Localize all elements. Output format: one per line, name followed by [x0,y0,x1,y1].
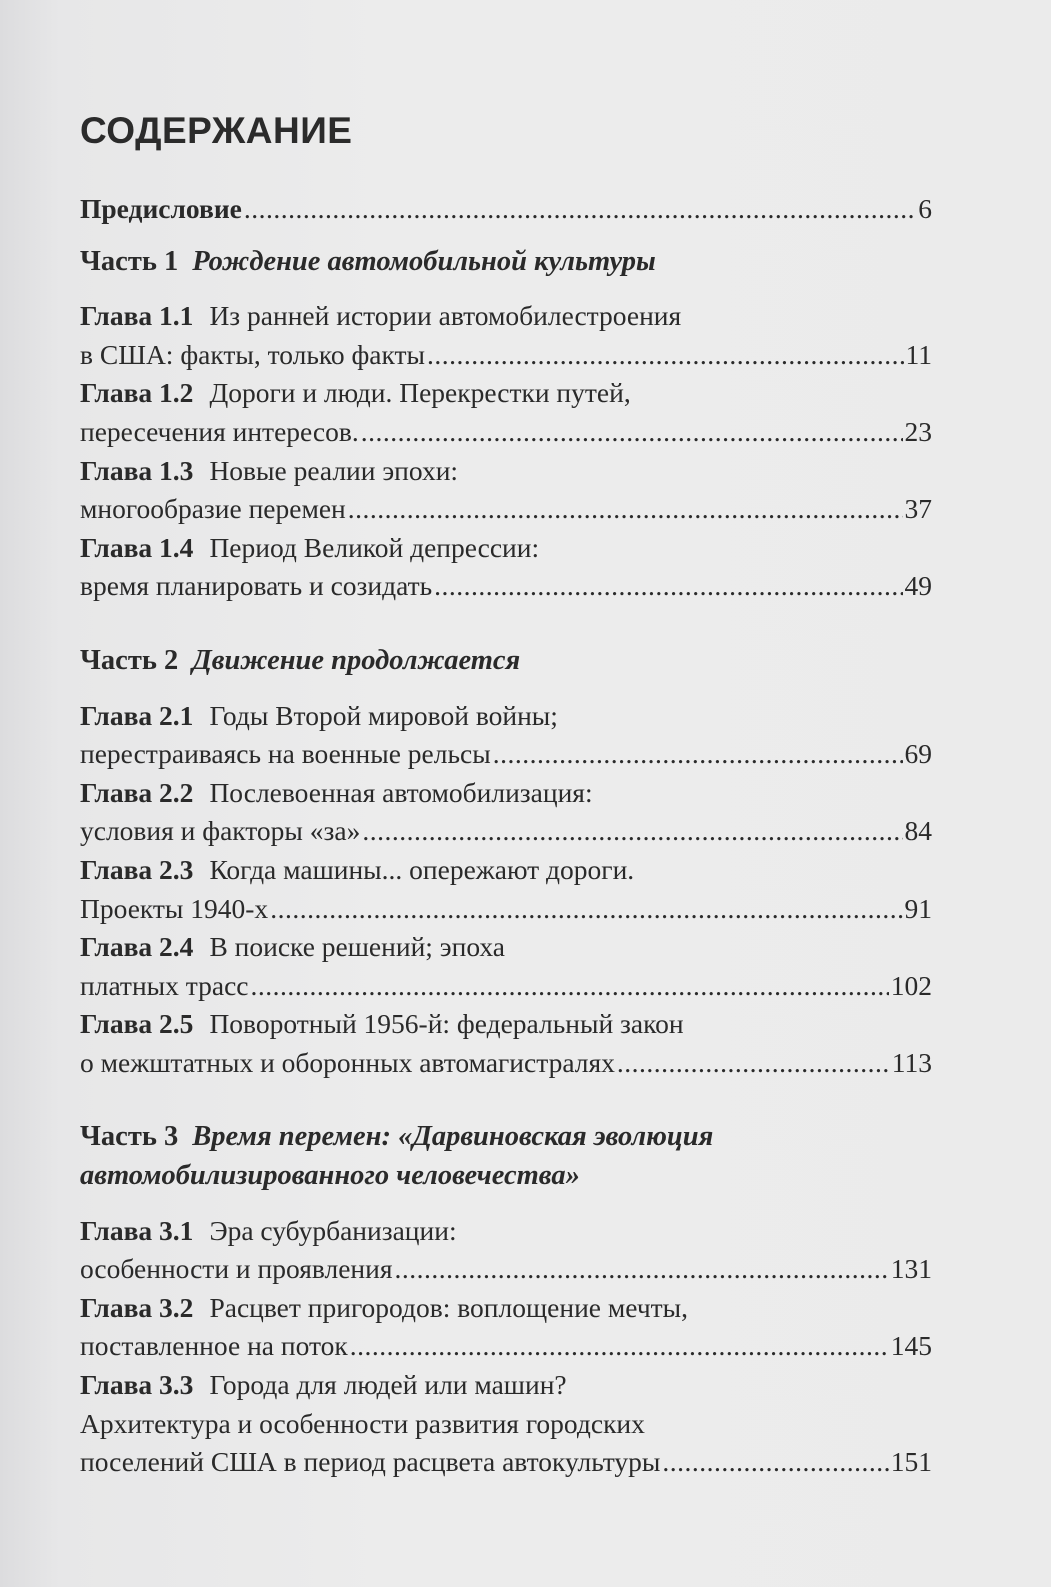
chapter-title: Города для людей или машин? [209,1369,567,1401]
toc-entry-line [80,697,932,736]
chapter-title: Послевоенная автомобилизация: [209,776,593,808]
toc-entry-line [80,890,932,929]
part-title: Движение продолжается [192,644,521,676]
toc-entry-line [80,1250,932,1289]
chapter-label: Глава 2.5 [80,1008,194,1040]
dot-leader [434,567,902,606]
dot-leader [617,1044,890,1083]
chapter-title: Когда машины... опережают дороги. [209,853,635,885]
part-label: Часть 3 [80,1121,179,1153]
toc-entry-line [80,1289,932,1328]
chapter-label: Глава 3.2 [80,1291,194,1323]
toc-entry-line [80,374,932,413]
dot-leader [348,490,903,529]
part-label: Часть 1 [80,245,179,277]
page-number: 113 [891,1046,932,1078]
chapter-title: многообразие перемен [80,493,346,525]
page-number: 84 [904,815,932,847]
chapter-label: Глава 1.2 [80,377,194,409]
dot-leader [493,735,903,774]
toc-entry-line [80,336,932,375]
dot-leader [662,1443,888,1482]
toc-entry-line [80,452,932,491]
toc-entry-line [80,490,932,529]
chapter-title: Эра субурбанизации: [209,1214,457,1246]
chapter-label: Глава 1.1 [80,300,194,332]
part-heading [80,642,932,681]
page-number: 6 [918,193,932,224]
chapter-title: Новые реалии эпохи: [209,454,459,486]
toc-entry-line [80,1366,932,1405]
chapter-label: Глава 2.2 [80,776,194,808]
part-title: Рождение автомобильной культуры [192,245,656,277]
preface-label: Предисловие [80,193,242,224]
page-number: 37 [904,493,932,525]
dot-leader [350,1327,889,1366]
toc-entry-line [80,1005,932,1044]
page-number: 102 [890,969,932,1001]
toc-entry-line [80,735,932,774]
chapter-title: о межштатных и оборонных автомагистралях [80,1046,615,1078]
toc-entry-line [80,928,932,967]
part-title: автомобилизированного человечества» [80,1160,580,1192]
toc-entry-line [80,529,932,568]
toc-entry-line [80,851,932,890]
dot-leader [362,812,902,851]
toc-entry-line [80,297,932,336]
chapter-label: Глава 1.3 [80,454,194,486]
chapter-title: Поворотный 1956-й: федеральный закон [209,1008,684,1040]
toc-entry-line [80,1405,932,1444]
chapter-label: Глава 3.1 [80,1214,194,1246]
chapter-title: перестраиваясь на военные рельсы [80,738,491,770]
page-number: 11 [905,338,932,370]
toc-entry-preface [80,190,932,229]
chapter-label: Глава 3.3 [80,1369,194,1401]
page-number: 145 [890,1330,932,1362]
page-number: 49 [904,570,932,602]
toc-entry-line [80,812,932,851]
chapter-label: Глава 1.4 [80,531,194,563]
chapter-title: поселений США в период расцвета автокультуры [80,1446,661,1478]
dot-leader [251,967,889,1006]
chapter-title: Период Великой депрессии: [209,531,540,563]
chapter-label: Глава 2.4 [80,931,194,963]
toc-entry-line [80,774,932,813]
chapter-title: пересечения интересов. [80,415,359,447]
chapter-title: платных трасс [80,969,249,1001]
chapter-title: Архитектура и особенности развития городских [80,1407,645,1439]
toc-entry-line [80,413,932,452]
dot-leader [427,336,904,375]
part-heading [80,1118,932,1157]
page-number: 151 [890,1446,932,1478]
chapter-title: Годы Второй мировой войны; [209,699,558,731]
chapter-title: поставленное на поток [80,1330,348,1362]
toc-entry-line [80,967,932,1006]
toc-entry-line [80,1212,932,1251]
toc-entry-line [80,1327,932,1366]
chapter-label: Глава 2.1 [80,699,194,731]
toc-entry-line [80,1044,932,1083]
dot-leader [361,413,903,452]
dot-leader [270,890,902,929]
part-label: Часть 2 [80,644,179,676]
page-number: 131 [890,1253,932,1285]
chapter-title: Дороги и люди. Перекрестки путей, [209,377,631,409]
toc-entry-line [80,1443,932,1482]
chapter-title: Проекты 1940-х [80,892,269,924]
chapter-title: Расцвет пригородов: воплощение мечты, [209,1291,689,1323]
dot-leader [394,1250,888,1289]
toc-entry-line [80,567,932,606]
part-heading [80,243,932,282]
chapter-title: в США: факты, только факты [80,338,425,370]
chapter-title: В поиске решений; эпоха [209,931,505,963]
chapter-title: время планировать и созидать [80,570,433,602]
chapter-title: особенности и проявления [80,1253,393,1285]
page-number: 69 [904,738,932,770]
page-number: 91 [904,892,932,924]
chapter-title: условия и факторы «за» [80,815,361,847]
part-title: Время перемен: «Дарвиновская эволюция [192,1121,714,1153]
chapter-label: Глава 2.3 [80,853,194,885]
page-number: 23 [904,415,932,447]
table-of-contents [80,190,932,1482]
part-heading [80,1157,932,1196]
dot-leader [244,190,916,229]
chapter-title: Из ранней истории автомобилестроения [209,300,682,332]
page-title: СОДЕРЖАНИЕ [80,110,353,151]
